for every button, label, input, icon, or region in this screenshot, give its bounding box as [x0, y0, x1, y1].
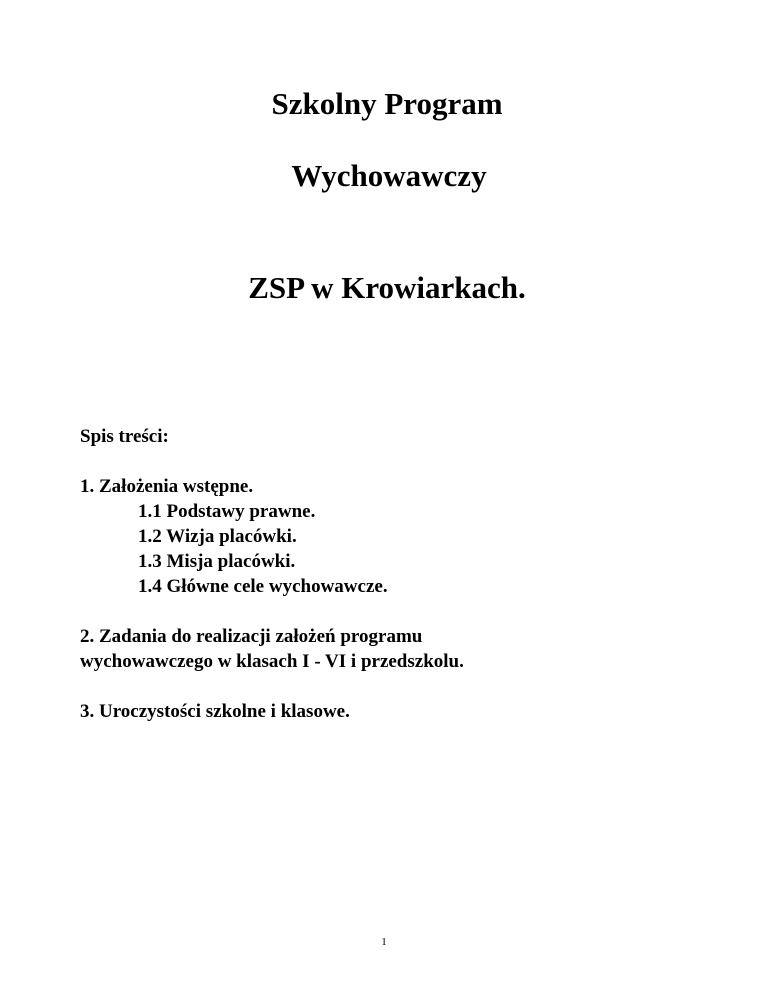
document-title-line-1: Szkolny Program: [271, 86, 503, 121]
toc-subsection-1-2: 1.2 Wizja placówki.: [138, 526, 297, 547]
document-title-line-2: Wychowawczy: [291, 158, 487, 193]
toc-subsection-1-3: 1.3 Misja placówki.: [138, 551, 296, 572]
toc-subsection-1-1: 1.1 Podstawy prawne.: [138, 501, 316, 522]
toc-section-3: 3. Uroczystości szkolne i klasowe.: [80, 701, 350, 722]
toc-subsection-1-4: 1.4 Główne cele wychowawcze.: [138, 576, 388, 597]
table-of-contents: [80, 424, 720, 724]
page-number: 1: [381, 936, 387, 948]
document-subtitle: ZSP w Krowiarkach.: [248, 270, 526, 305]
toc-section-2-line-1: 2. Zadania do realizacji założeń programu: [80, 626, 423, 647]
toc-section-1: 1. Założenia wstępne.: [80, 476, 254, 497]
toc-section-2-line-2: wychowawczego w klasach I - VI i przedszkolu.: [80, 651, 464, 672]
toc-heading: Spis treści:: [80, 426, 169, 447]
